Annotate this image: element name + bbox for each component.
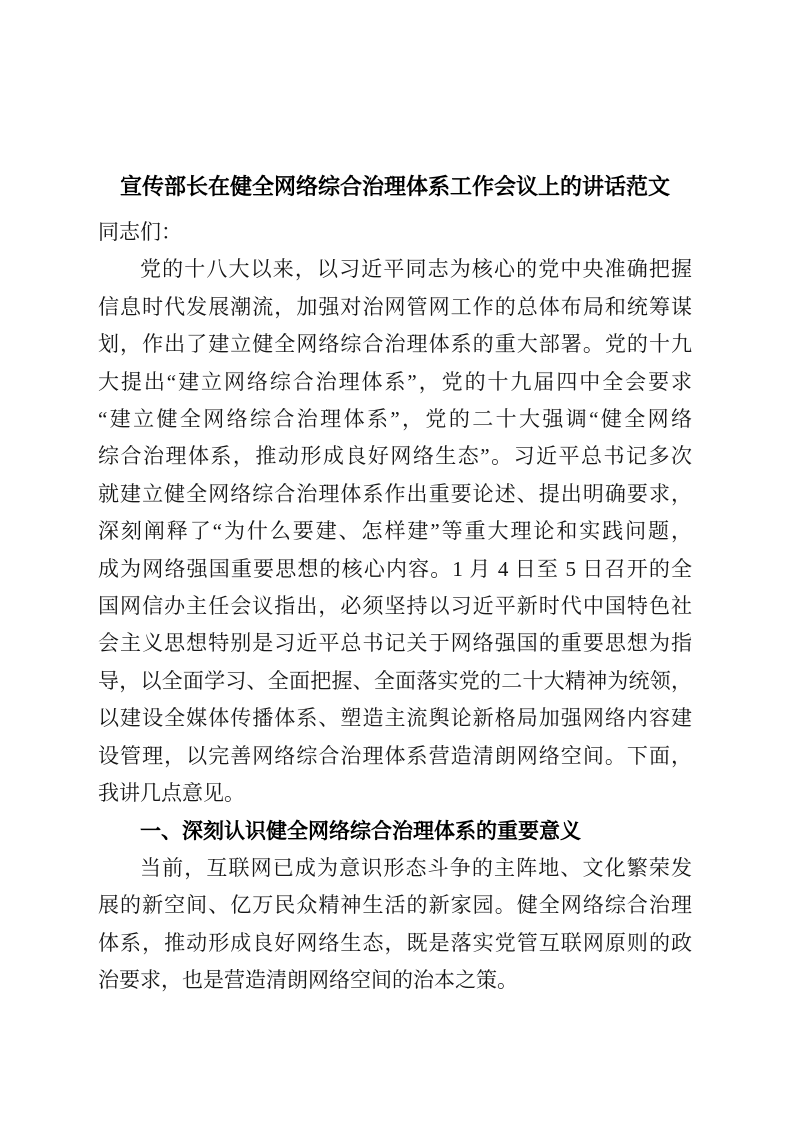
document-page [98,171,692,1000]
body-line: 国网信办主任会议指出，必须坚持以习近平新时代中国特色社 [98,594,692,619]
body-line: “建立健全网络综合治理体系”，党的二十大强调“健全网络 [98,407,692,432]
body-line: 以建设全媒体传播体系、塑造主流舆论新格局加强网络内容建 [98,706,692,731]
body-line: 设管理，以完善网络综合治理体系营造清朗网络空间。下面， [98,743,692,768]
body-line: 展的新空间、亿万民众精神生活的新家园。健全网络综合治理 [98,893,692,918]
body-line: 就建立健全网络综合治理体系作出重要论述、提出明确要求， [98,481,692,506]
body-line: 我讲几点意见。 [98,781,245,806]
body-line: 深刻阐释了“为什么要建、怎样建”等重大理论和实践问题， [98,519,692,544]
document-title: 宣传部长在健全网络综合治理体系工作会议上的讲话范文 [119,174,670,199]
body-line: 党的十八大以来，以习近平同志为核心的党中央准确把握 [140,257,692,282]
body-line: 会主义思想特别是习近平总书记关于网络强国的重要思想为指 [98,631,692,656]
salutation-line: 同志们： [98,220,182,244]
body-line: 信息时代发展潮流，加强对治网管网工作的总体布局和统筹谋 [98,294,692,319]
section-heading: 一、深刻认识健全网络综合治理体系的重要意义 [140,819,581,843]
body-line: 成为网络强国重要思想的核心内容。1 月 4 日至 5 日召开的全 [98,556,692,581]
body-line: 大提出“建立网络综合治理体系”，党的十九届四中全会要求 [98,369,692,394]
body-line: 体系，推动形成良好网络生态，既是落实党管互联网原则的政 [98,930,692,955]
body-line: 划，作出了建立健全网络综合治理体系的重大部署。党的十九 [98,332,692,357]
body-line: 当前，互联网已成为意识形态斗争的主阵地、文化繁荣发 [140,855,692,880]
body-line: 治要求，也是营造清朗网络空间的治本之策。 [98,968,518,993]
body-line: 导，以全面学习、全面把握、全面落实党的二十大精神为统领， [98,668,692,693]
body-line: 综合治理体系，推动形成良好网络生态”。习近平总书记多次 [98,444,692,469]
